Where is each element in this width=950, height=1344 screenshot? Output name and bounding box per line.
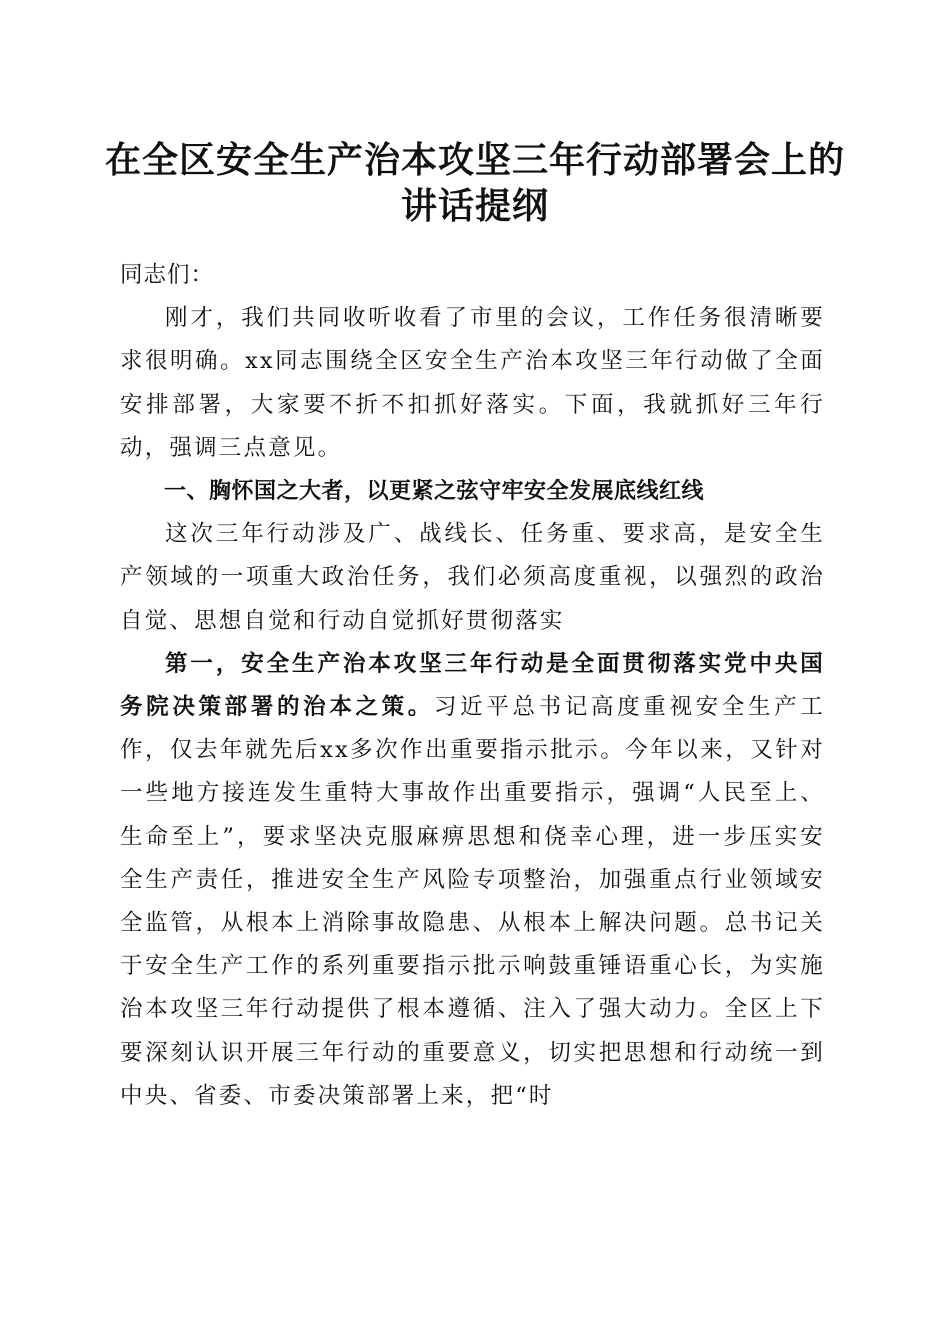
point-1-body: 习近平总书记高度重视安全生产工作，仅去年就先后xx多次作出重要指示批示。今年以来，又针对一些地方接连发生重特大事故作出重要指示，强调“人民至上、生命至上”，要求坚决克服麻痹思想和侥幸心理，进一步压实安全生产责任，推进安全生产风险专项整治，加强重点行业领域安全监管，从根本上消除事故隐患、从根本上解决问题。总书记关于安全生产工作的系列重要指示批示响鼓重锤语重心长，为实施治本攻坚三年行动提供了根本遵循、注入了强大动力。全区上下要深刻认识开展三年行动的重要意义，切实把思想和行动统一到中央、省委、市委决策部署上来，把“时	[120, 694, 825, 1109]
section-heading-1: 一、胸怀国之大者，以更紧之弦守牢安全发展底线红线	[164, 479, 705, 504]
point-1-lead: 第一，安全生产治本攻坚三年行动是全面贯彻落实党中央国务院决策部署的治本之策。	[120, 650, 825, 721]
document-body	[120, 250, 825, 1118]
salutation: 同志们：	[120, 262, 215, 288]
paragraph-point-1	[120, 643, 825, 1118]
document-title-line-1: 在全区安全生产治本攻坚三年行动部署会上的	[104, 139, 845, 181]
paragraph-intro: 刚才，我们共同收听收看了市里的会议，工作任务很清晰要求很明确。xx同志围绕全区安全生产治本攻坚三年行动做了全面安排部署，大家要不折不扣抓好落实。下面，我就抓好三年行动，强调三点意见。	[120, 305, 825, 461]
document-title-line-2: 讲话提纲	[400, 185, 549, 227]
paragraph-section-1: 这次三年行动涉及广、战线长、任务重、要求高，是安全生产领域的一项重大政治任务，我们必须高度重视，以强烈的政治自觉、思想自觉和行动自觉抓好贯彻落实	[120, 521, 825, 634]
